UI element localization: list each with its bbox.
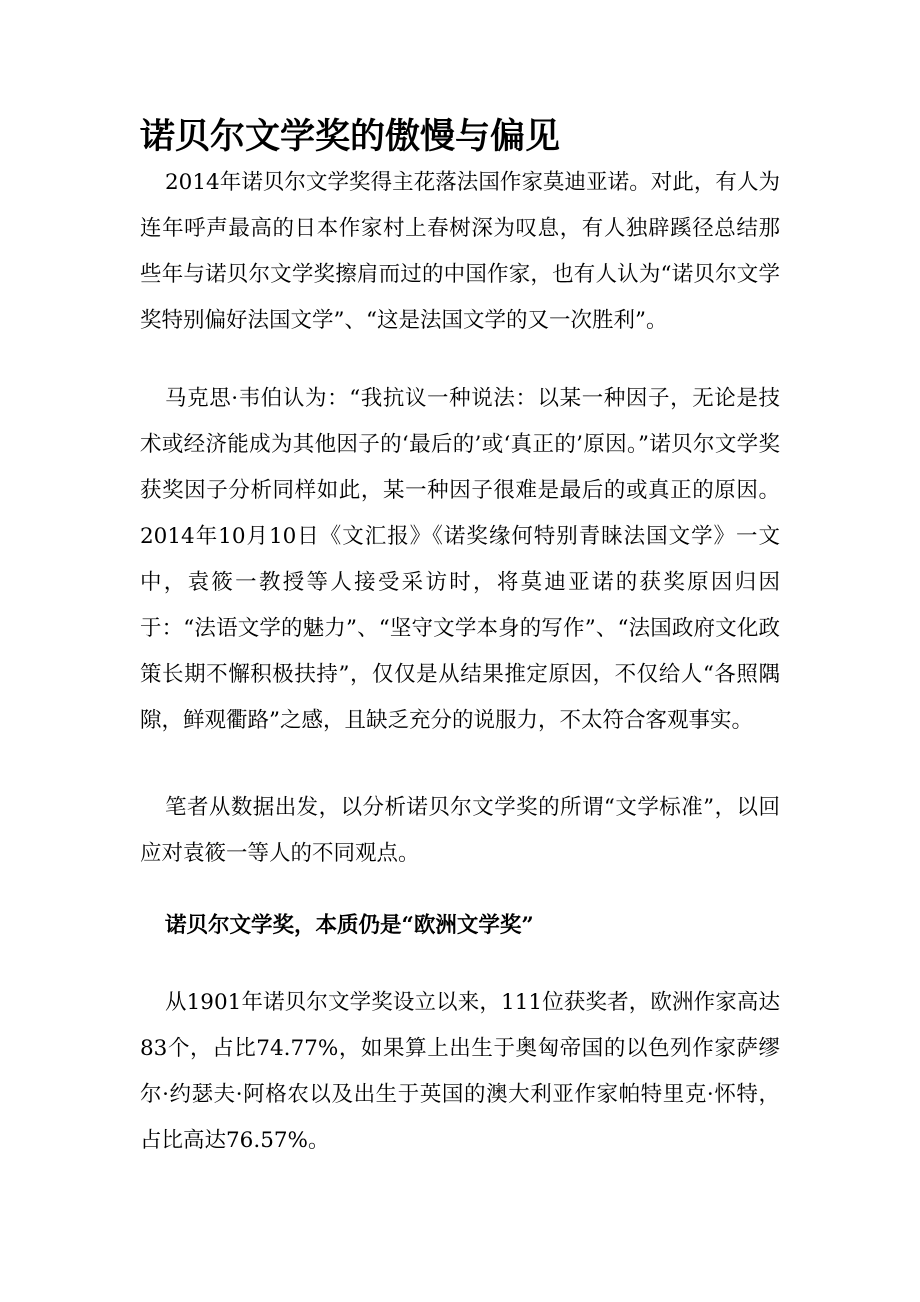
intro-paragraph: 2014年诺贝尔文学奖得主花落法国作家莫迪亚诺。对此，有人为连年呼声最高的日本作家村上春树深为叹息，有人独辟蹊径总结那些年与诺贝尔文学奖擦肩而过的中国作家，也有人认为“诺贝尔文学奖特别偏好法国文学”、“这是法国文学的又一次胜利”。 (140, 170, 780, 333)
weber-paragraph: 马克思·韦伯认为：“我抗议一种说法：以某一种因子，无论是技术或经济能成为其他因子的‘最后的’或‘真正的’原因。”诺贝尔文学奖获奖因子分析同样如此，某一种因子很难是最后的或真正的原因。2014年10月10日《文汇报》《诺奖缘何特别青睐法国文学》一文中，袁筱一教授等人接受采访时，将莫迪亚诺的获奖原因归因于：“法语文学的魅力”、“坚守文学本身的写作”、“法国政府文化政策长期不懈积极扶持”，仅仅是从结果推定原因，不仅给人“各照隅隙，鲜观衢路”之感，且缺乏充分的说服力，不太符合客观事实。 (140, 386, 780, 733)
article-title: 诺贝尔文学奖的傲慢与偏见 (140, 116, 561, 157)
statistics-paragraph: 从1901年诺贝尔文学奖设立以来，111位获奖者，欧洲作家高达83个，占比74.77%，如果算上出生于奥匈帝国的以色列作家萨缪尔·约瑟夫·阿格农以及出生于英国的澳大利亚作家帕特里克·怀特，占比高达76.57%。 (140, 990, 780, 1153)
section-heading: 诺贝尔文学奖，本质仍是“欧洲文学奖” (165, 913, 534, 938)
author-intent-paragraph: 笔者从数据出发，以分析诺贝尔文学奖的所谓“文学标准”，以回应对袁筱一等人的不同观点。 (140, 795, 780, 866)
